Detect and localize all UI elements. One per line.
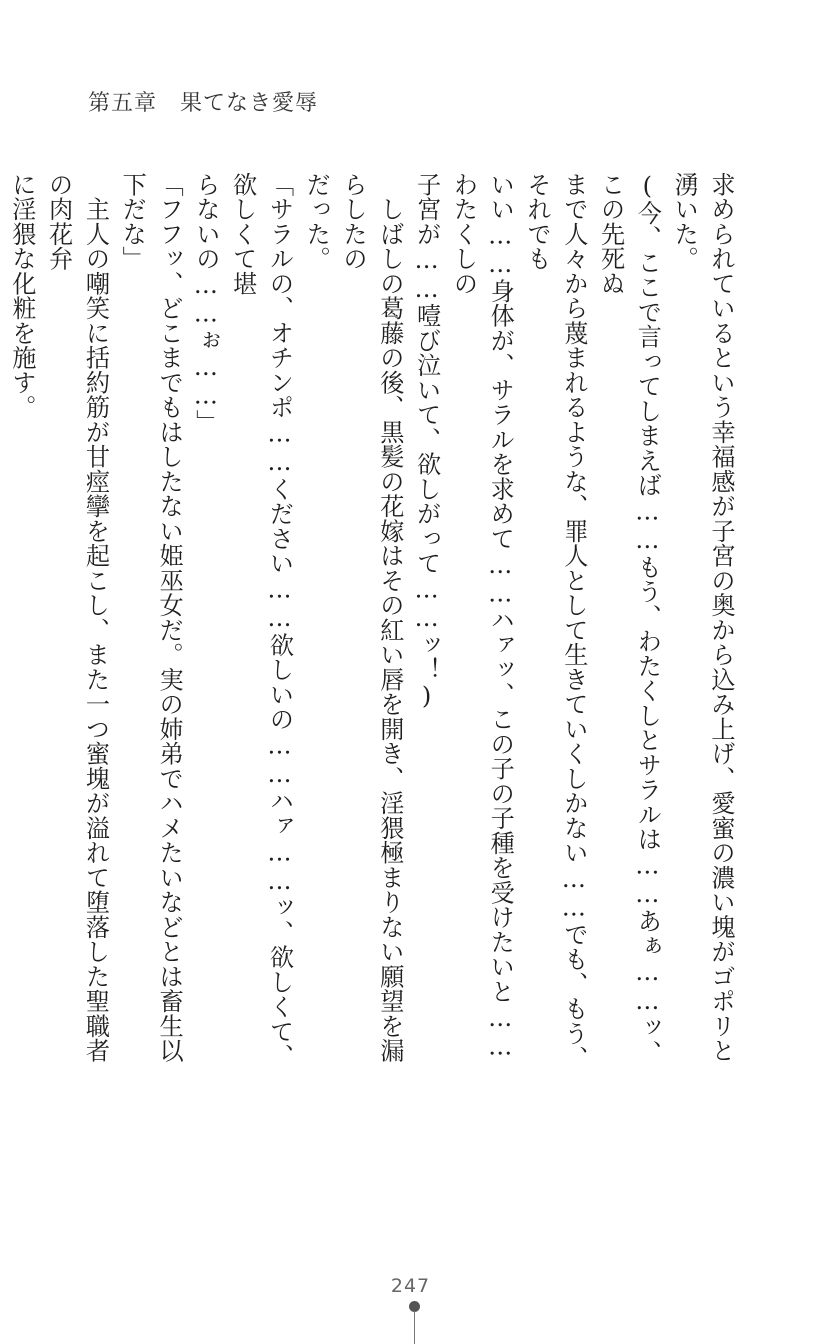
text-line: 子宮が……噎び泣いて、欲しがって……ッ！) <box>412 172 441 711</box>
page-number: 247 <box>390 1275 431 1297</box>
page-marker-line <box>414 1311 415 1344</box>
text-line: らないの……ぉ……」 <box>191 172 220 435</box>
text-line: 求められているという幸福感が子宮の奥から込み上げ、愛蜜の濃い塊がゴポリと湧いた。 <box>670 172 735 1063</box>
text-line: 主人の嘲笑に括約筋が甘痙攣を起こし、また一つ蜜塊が溢れて堕落した聖職者の肉花弁 <box>44 172 110 1063</box>
text-line <box>0 172 3 1072</box>
chapter-running-head: 第五章 果てなき愛辱 <box>88 91 319 116</box>
text-line: まで人々から蔑まれるような、罪人として生きていくしかない……でも、もう、それでも <box>523 172 588 1071</box>
text-line: (今、ここで言ってしまえば……もう、わたくしとサラルは……あぁ……ッ、この先死ぬ <box>596 172 662 1065</box>
text-line: 「フフッ、どこまでもはしたない姫巫女だ。実の姉弟でハメたいなどとは畜生以下だな」 <box>118 172 184 1063</box>
vertical-body-text <box>0 172 739 1072</box>
text-line: 「サラルの、オチンポ……ください……欲しいの……ハァ……ッ、欲しくて、欲しくて堪 <box>228 172 294 1069</box>
text-line: に淫猥な化粧を施す。 <box>7 172 36 420</box>
text-line: いい……身体が、サラルを求めて……ハァッ、この子の子種を受けたいと……わたくしの <box>449 172 515 1062</box>
text-line: だった。 <box>302 172 331 271</box>
text-line: しばしの葛藤の後、黒髪の花嫁はその紅い唇を開き、淫猥極まりない願望を漏らしたの <box>339 172 404 1063</box>
